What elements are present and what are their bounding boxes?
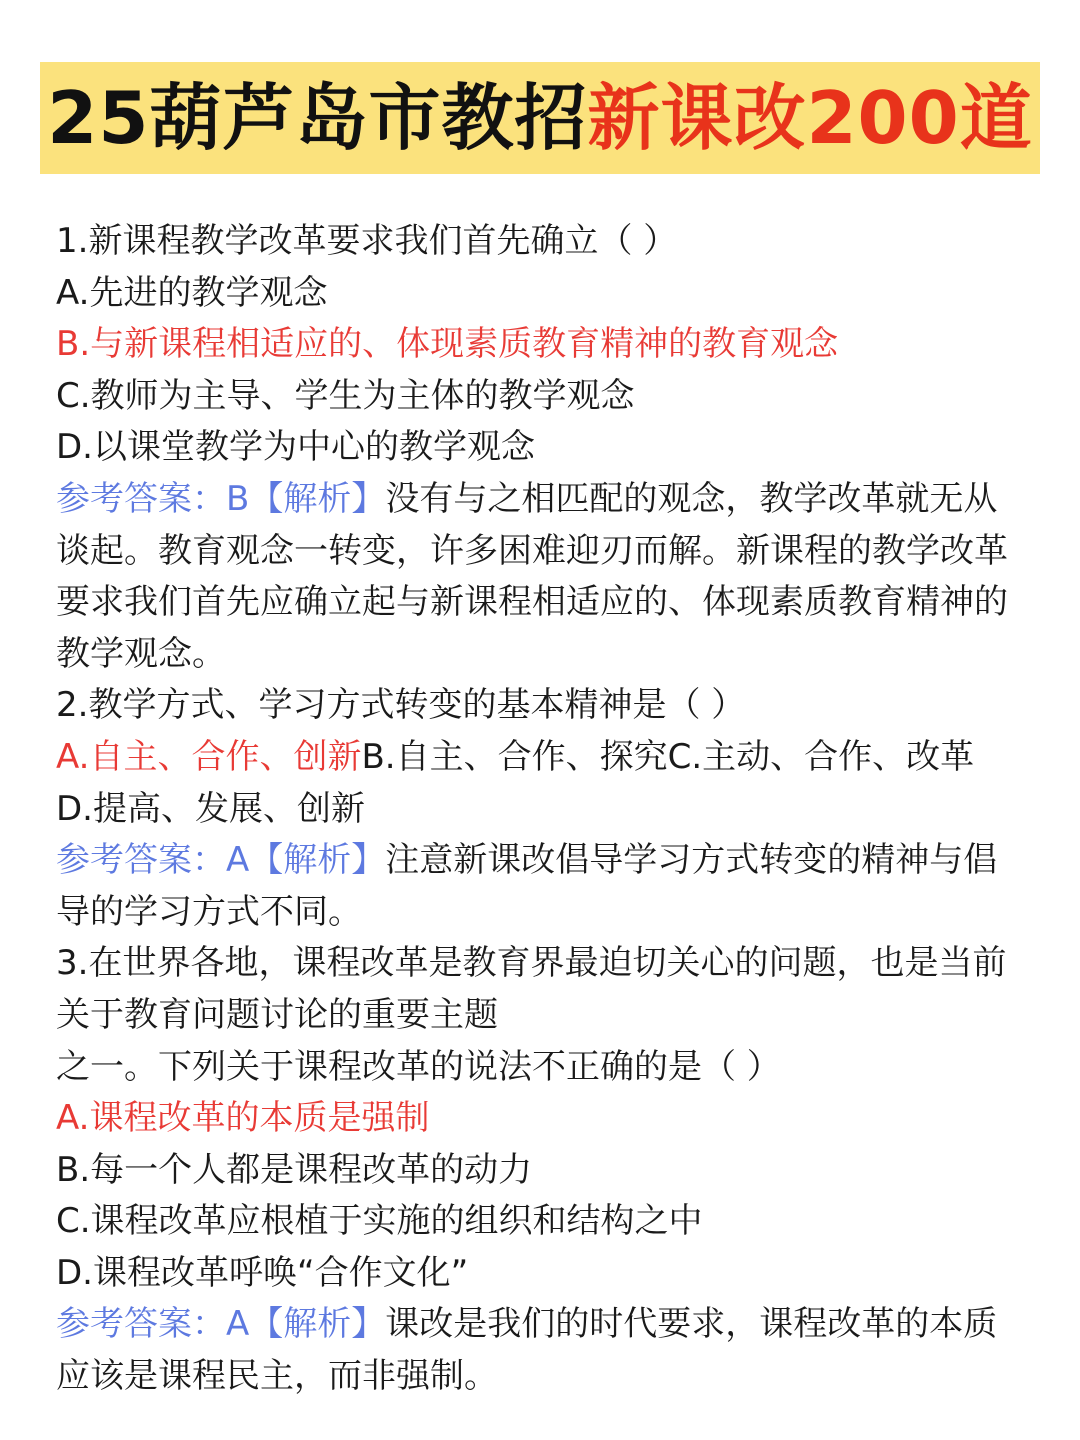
question-stem-continued: 之一。下列关于课程改革的说法不正确的是（ ）	[56, 1046, 781, 1087]
answer-label: 参考答案：A【解析】	[56, 840, 386, 881]
question-stem: 2.教学方式、学习方式转变的基本精神是（ ）	[56, 685, 746, 726]
option-a-correct: A.自主、合作、创新	[56, 736, 362, 777]
page-title	[47, 76, 1033, 160]
title-red-part: 新课改200道	[587, 76, 1033, 160]
option-a-correct: A.课程改革的本质是强制	[56, 1098, 430, 1139]
answer-explanation	[56, 1299, 1031, 1402]
title-banner	[40, 62, 1040, 174]
option-d: D.以课堂教学为中心的教学观念	[56, 427, 535, 468]
option-b-c: B.自主、合作、探究C.主动、合作、改革	[361, 736, 975, 777]
option-a: A.先进的教学观念	[56, 272, 328, 313]
question-3	[56, 938, 1031, 1402]
answer-text: 没有与之相匹配的观念，教学改革就无从谈起。教育观念一转变，许多困难迎刃而解。新课程的教学改革要求我们首先应确立起与新课程相适应的、体现素质教育精神的教学观念。	[56, 478, 1008, 674]
question-2	[56, 680, 1031, 938]
answer-label: 参考答案：B【解析】	[56, 478, 386, 519]
answer-label: 参考答案：A【解析】	[56, 1304, 386, 1345]
option-c: C.教师为主导、学生为主体的教学观念	[56, 375, 635, 416]
option-c: C.课程改革应根植于实施的组织和结构之中	[56, 1201, 703, 1242]
option-b: B.每一个人都是课程改革的动力	[56, 1149, 533, 1190]
question-stem: 1.新课程教学改革要求我们首先确立（ ）	[56, 221, 678, 261]
question-1	[56, 216, 1031, 680]
option-d: D.提高、发展、创新	[56, 788, 365, 829]
answer-text: 注意新课改倡导学习方式转变的精神与倡导的学习方式不同。	[56, 840, 998, 932]
answer-explanation	[56, 835, 1031, 938]
options-row	[56, 732, 1031, 784]
option-b-correct: B.与新课程相适应的、体现素质教育精神的教育观念	[56, 324, 839, 365]
answer-explanation	[56, 474, 1031, 680]
question-stem: 3.在世界各地，课程改革是教育界最迫切关心的问题，也是当前关于教育问题讨论的重要主题	[56, 943, 1007, 1035]
answer-text: 课改是我们的时代要求，课程改革的本质应该是课程民主，而非强制。	[56, 1304, 998, 1397]
question-list	[56, 216, 1031, 1403]
option-d: D.课程改革呼唤“合作文化”	[56, 1252, 469, 1293]
title-black-part: 25葫芦岛市教招	[47, 76, 588, 160]
